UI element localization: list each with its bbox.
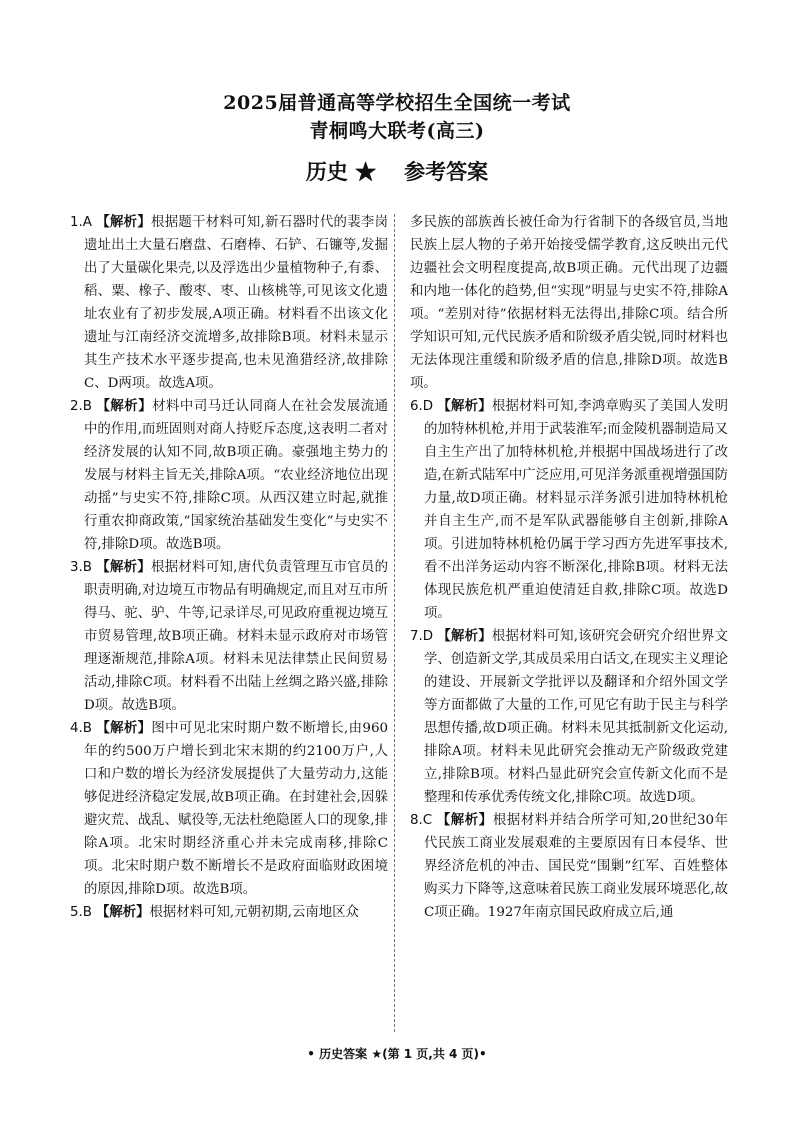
answer-item-2 [70, 395, 388, 556]
analysis-text: 根据材料可知,元朝初期,云南地区众 [149, 905, 359, 920]
subject-heading [0, 158, 794, 186]
question-number: 4. [70, 721, 83, 736]
answer-choice: C [422, 813, 433, 828]
page-footer: • 历史答案 ★(第 1 页,共 4 页)• [307, 1047, 487, 1061]
analysis-tag: 【解析】 [95, 560, 152, 575]
analysis-text: 材料中司马迁认同商人在社会发展流通中的作用,而班固则对商人持贬斥态度,这表明二者对经济发展的认知不同,故B项正确。豪强地主势力的发展与材料主旨无关,排除A项。“农业经济地位出现动摇”与史实不符,排除C项。从西汉建立时起,就推行重农抑商政策,“国家统治基础发生变化”与史实不符,排除D项。故选B项。 [84, 399, 388, 552]
analysis-tag: 【解析】 [437, 399, 492, 414]
question-number: 3. [70, 560, 83, 575]
analysis-text: 根据材料可知,李鸿章购买了美国人发明的加特林机枪,并用于武装淮军;而金陵机器制造局又自主生产出了加特林机枪,并根据中国战场进行了改造,在新式陆军中广泛应用,可见洋务派重视增强国防力量,故D项正确。材料显示洋务派引进加特林机枪并自主生产,而不是军队武器能够自主创新,排除A项。引进加特林机枪仍属于学习西方先进军事技术,看不出洋务运动内容不断深化,排除B项。材料无法体现民族危机严重迫使清廷自救,排除C项。故选D项。 [424, 399, 729, 621]
answer-choice: B [82, 721, 92, 736]
left-column [70, 211, 388, 924]
question-number: 1. [70, 215, 83, 230]
answer-item-8 [410, 809, 728, 924]
analysis-tag: 【解析】 [436, 813, 493, 828]
exam-title: 2025届普通高等学校招生全国统一考试 [223, 92, 571, 114]
analysis-tag: 【解析】 [95, 721, 152, 736]
analysis-tag: 【解析】 [95, 905, 150, 920]
answer-choice: B [82, 560, 92, 575]
answer-choice: B [82, 905, 92, 920]
answer-item-5 [70, 901, 388, 924]
answer-item-7 [410, 625, 728, 809]
answer-item-6 [410, 395, 728, 625]
column-divider [394, 214, 395, 1032]
union-exam-title: 青桐鸣大联考(高三) [309, 120, 485, 142]
question-number: 7. [410, 629, 423, 644]
answer-item-1 [70, 211, 388, 395]
subject-name: 历史 ★ [305, 159, 377, 184]
answer-item-3 [70, 556, 388, 717]
answer-item-5-continued: 多民族的部族酋长被任命为行省制下的各级官员,当地民族上层人物的子弟开始接受儒学教育,这反映出元代边疆社会文明程度提高,故B项正确。元代出现了边疆和内地一体化的趋势,但“实现”明显与史实不符,排除A项。“差别对待”依据材料无法得出,排除C项。结合所学知识可知,元代民族矛盾和阶级矛盾尖锐,同时材料也无法体现注重缓和阶级矛盾的信息,排除D项。故选B项。 [410, 215, 728, 391]
right-column [410, 211, 728, 924]
answer-choice: B [82, 399, 92, 414]
question-number: 2. [70, 399, 83, 414]
answer-label: 参考答案 [404, 159, 489, 184]
analysis-text: 根据材料并结合所学可知,20世纪30年代民族工商业发展艰难的主要原因有日本侵华、世界经济危机的冲击、国民党“围剿”红军、百姓整体购买力下降等,这意味着民族工商业发展环境恶化,故C项正确。1927年南京国民政府成立后,通 [424, 813, 728, 920]
question-number: 6. [410, 399, 423, 414]
question-number: 8. [410, 813, 423, 828]
analysis-tag: 【解析】 [95, 215, 152, 230]
analysis-text: 根据材料可知,该研究会研究介绍世界文学、创造新文学,其成员采用白话文,在现实主义理论的建设、开展新文学批评以及翻译和介绍外国文学等方面都做了大量的工作,可见它有助于民主与科学思想传播,故D项正确。材料未见其抵制新文化运动,排除A项。材料未见此研究会推动无产阶级政党建立,排除B项。材料凸显此研究会宣传新文化而不是整理和传承优秀传统文化,排除C项。故选D项。 [424, 629, 729, 805]
answer-choice: D [422, 399, 434, 414]
answer-item-4 [70, 717, 388, 901]
answer-choice: D [422, 629, 434, 644]
question-number: 5. [70, 905, 83, 920]
analysis-tag: 【解析】 [95, 399, 153, 414]
analysis-text: 图中可见北宋时期户数不断增长,由960年的约500万户增长到北宋末期的约2100万户,人口和户数的增长为经济发展提供了大量劳动力,这能够促进经济稳定发展,故B项正确。在封建社会,因躲避灾荒、战乱、赋役等,无法杜绝隐匿人口的现象,排除A项。北宋时期经济重心并未完成南移,排除C项。北宋时期户数不断增长不是政府面临财政困境的原因,排除D项。故选B项。 [84, 721, 388, 897]
answer-choice: A [82, 215, 92, 230]
analysis-text: 根据材料可知,唐代负责管理互市官员的职责明确,对边境互市物品有明确规定,而且对互市所得马、驼、驴、牛等,记录详尽,可见政府重视边境互市贸易管理,故B项正确。材料未显示政府对市场管理逐渐规范,排除A项。材料未见法律禁止民间贸易活动,排除C项。材料看不出陆上丝绸之路兴盛,排除D项。故选B项。 [84, 560, 388, 713]
analysis-tag: 【解析】 [437, 629, 492, 644]
analysis-text: 根据题干材料可知,新石器时代的裴李岗遗址出土大量石磨盘、石磨棒、石铲、石镰等,发掘出了大量碳化果壳,以及浮选出少量植物种子,有黍、稻、粟、橡子、酸枣、枣、山核桃等,可见该文化遗址农业有了初步发展,A项正确。材料看不出该文化遗址与江南经济交流增多,故排除B项。材料未显示其生产技术水平逐步提高,也未见渔猎经济,故排除C、D两项。故选A项。 [84, 215, 388, 391]
